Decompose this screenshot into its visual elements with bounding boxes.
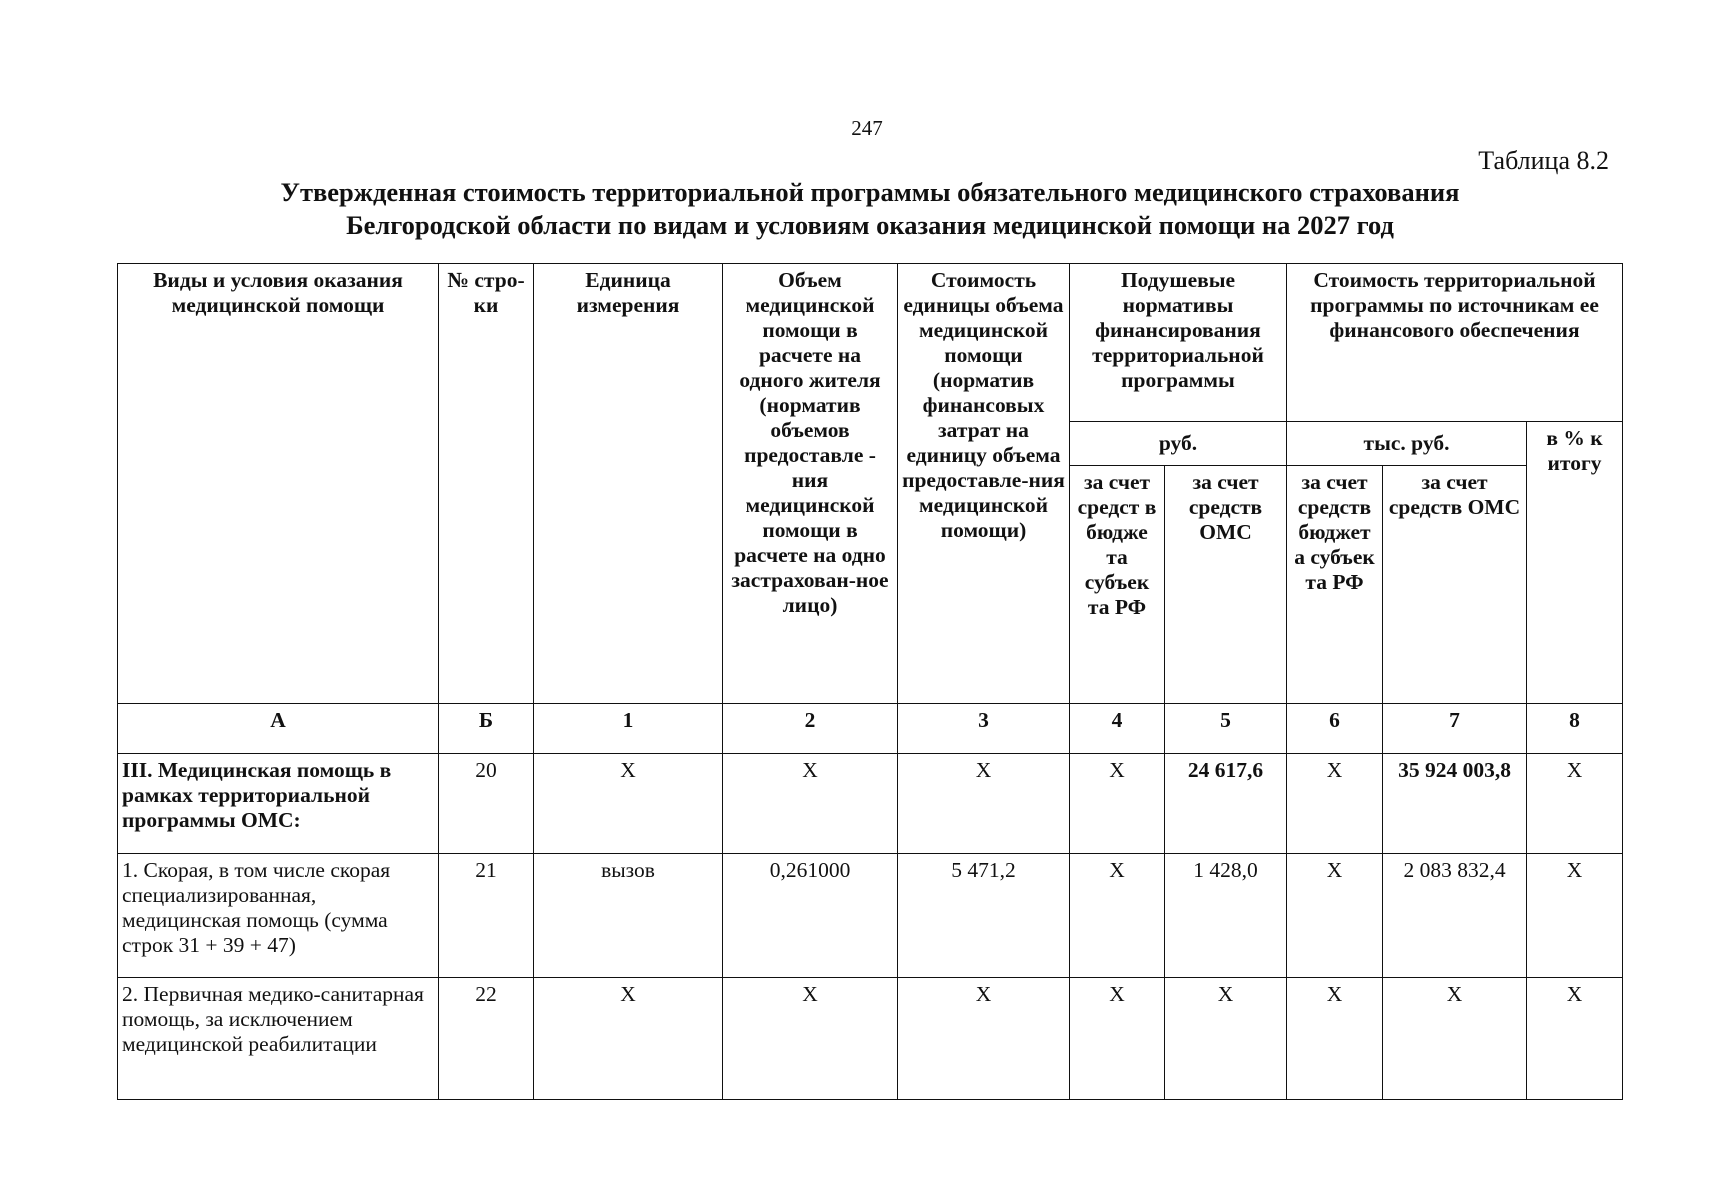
- header-unit: Единица измерения: [534, 264, 723, 704]
- row-line: 20: [439, 754, 534, 854]
- row-pc-budget: Х: [1070, 754, 1165, 854]
- header-unit-rub: руб.: [1070, 422, 1287, 466]
- col-num-6: 6: [1287, 704, 1383, 754]
- row-unit-cost: Х: [898, 754, 1070, 854]
- row-percent: Х: [1527, 978, 1623, 1100]
- row-pc-oms: 1 428,0: [1165, 854, 1287, 978]
- row-pc-oms: Х: [1165, 978, 1287, 1100]
- cost-table: [117, 263, 1623, 1100]
- row-name: 1. Скорая, в том числе скорая специализированная, медицинская помощь (сумма строк 31 + 39 + 47): [118, 854, 439, 978]
- header-line-number: № стро-ки: [439, 264, 534, 704]
- row-name: III. Медицинская помощь в рамках территориальной программы ОМС:: [118, 754, 439, 854]
- col-num-b: Б: [439, 704, 534, 754]
- header-tp-oms: за счет средств ОМС: [1383, 466, 1527, 704]
- row-percent: Х: [1527, 854, 1623, 978]
- col-num-4: 4: [1070, 704, 1165, 754]
- title-line-2: Белгородской области по видам и условиям оказания медицинской помощи на 2027 год: [346, 210, 1394, 240]
- table-row: [118, 854, 1623, 978]
- row-line: 22: [439, 978, 534, 1100]
- row-pc-oms: 24 617,6: [1165, 754, 1287, 854]
- header-unit-cost: Стоимость единицы объема медицинской помощи (норматив финансовых затрат на единицу объема предоставле-ния медицинской помощи): [898, 264, 1070, 704]
- row-tp-oms: 2 083 832,4: [1383, 854, 1527, 978]
- row-unit: Х: [534, 754, 723, 854]
- title-line-1: Утвержденная стоимость территориальной программы обязательного медицинского страхования: [280, 177, 1460, 207]
- row-line: 21: [439, 854, 534, 978]
- row-tp-budget: Х: [1287, 754, 1383, 854]
- col-num-3: 3: [898, 704, 1070, 754]
- header-tp-budget: за счет средств бюджет а субъек та РФ: [1287, 466, 1383, 704]
- table-row: [118, 754, 1623, 854]
- row-volume: Х: [723, 754, 898, 854]
- row-pc-budget: Х: [1070, 978, 1165, 1100]
- header-kinds-of-care: Виды и условия оказания медицинской помощи: [118, 264, 439, 704]
- header-program-cost-group: Стоимость территориальной программы по источникам ее финансового обеспечения: [1287, 264, 1623, 422]
- col-num-2: 2: [723, 704, 898, 754]
- header-pc-budget: за счет средст в бюдже та субъек та РФ: [1070, 466, 1165, 704]
- col-num-a: А: [118, 704, 439, 754]
- header-per-capita-group: Подушевые нормативы финансирования территориальной программы: [1070, 264, 1287, 422]
- row-percent: Х: [1527, 754, 1623, 854]
- page-number: 247: [851, 116, 883, 140]
- row-unit-cost: 5 471,2: [898, 854, 1070, 978]
- table-row: [118, 978, 1623, 1100]
- row-volume: Х: [723, 978, 898, 1100]
- header-volume: Объем медицинской помощи в расчете на одного жителя (норматив объемов предоставле - ния медицинской помощи в расчете на одно застрахован-ное лицо): [723, 264, 898, 704]
- row-tp-budget: Х: [1287, 978, 1383, 1100]
- col-num-1: 1: [534, 704, 723, 754]
- header-pc-oms: за счет средств ОМС: [1165, 466, 1287, 704]
- row-unit: Х: [534, 978, 723, 1100]
- col-num-8: 8: [1527, 704, 1623, 754]
- document-title: [130, 176, 1610, 242]
- row-unit: вызов: [534, 854, 723, 978]
- row-name: 2. Первичная медико-санитарная помощь, за исключением медицинской реабилитации: [118, 978, 439, 1100]
- header-percent-of-total: в % к итогу: [1527, 422, 1623, 704]
- row-unit-cost: Х: [898, 978, 1070, 1100]
- col-num-7: 7: [1383, 704, 1527, 754]
- row-volume: 0,261000: [723, 854, 898, 978]
- row-tp-budget: Х: [1287, 854, 1383, 978]
- header-unit-thousand-rub: тыс. руб.: [1287, 422, 1527, 466]
- table-label: Таблица 8.2: [1478, 146, 1609, 175]
- row-tp-oms: 35 924 003,8: [1383, 754, 1527, 854]
- row-pc-budget: Х: [1070, 854, 1165, 978]
- row-tp-oms: Х: [1383, 978, 1527, 1100]
- col-num-5: 5: [1165, 704, 1287, 754]
